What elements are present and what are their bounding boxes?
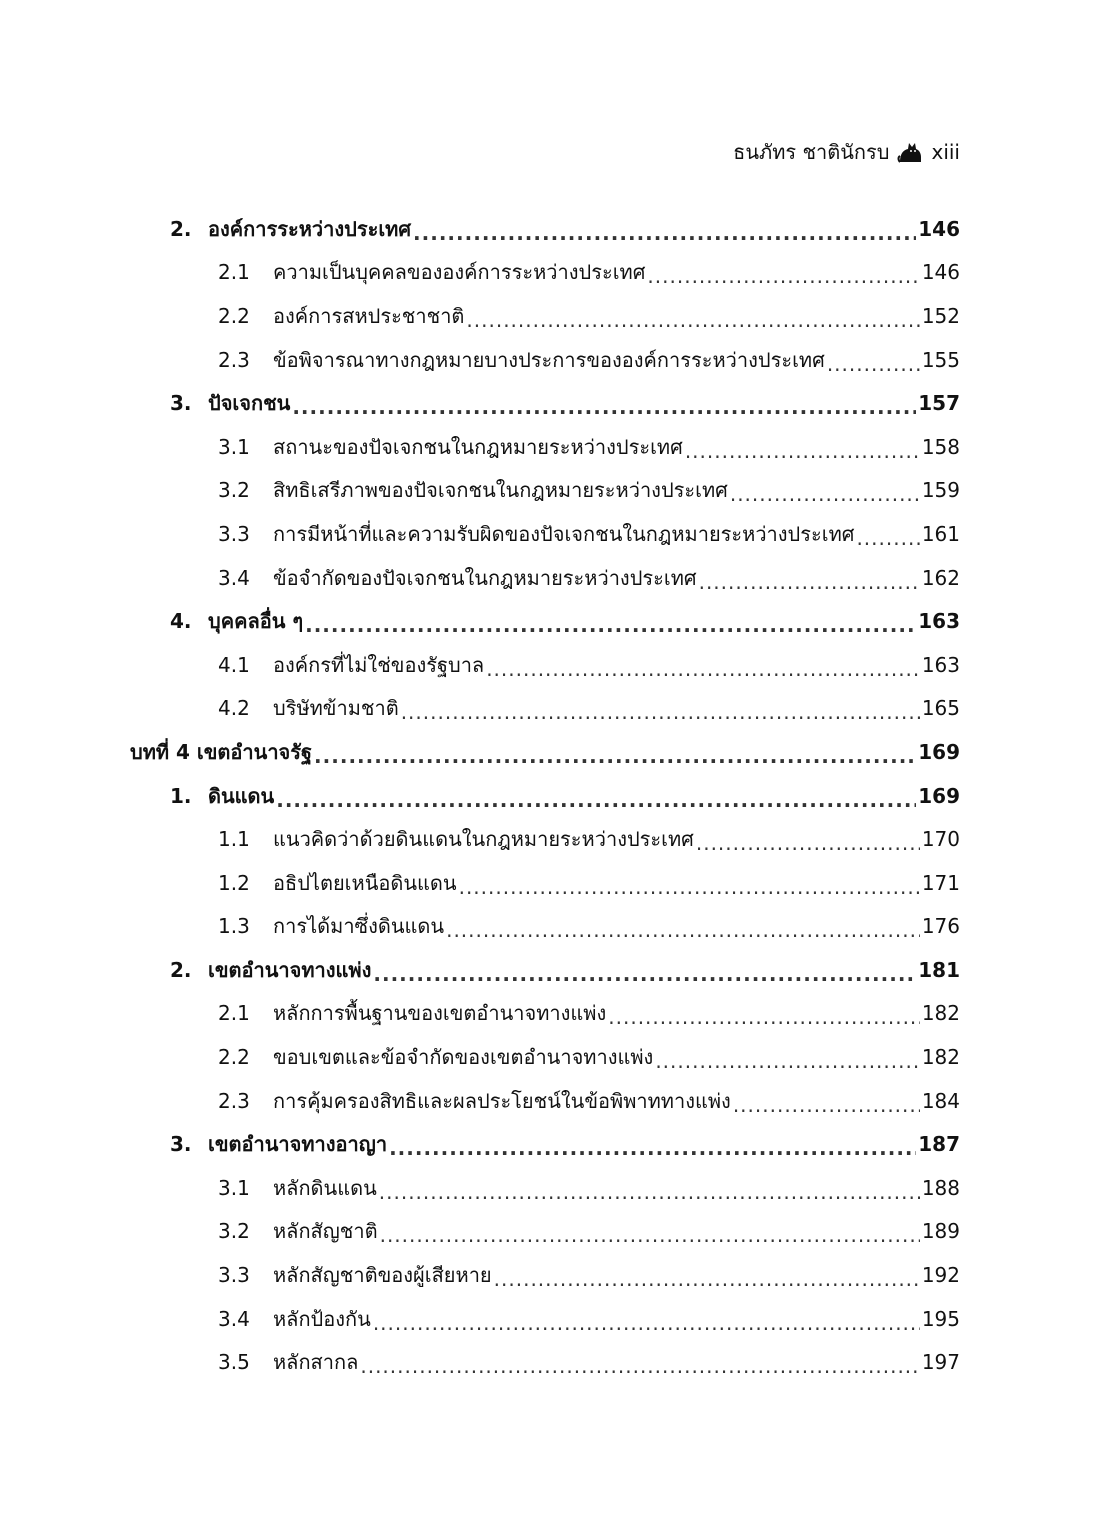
toc-entry-number: 1.3 (218, 914, 250, 939)
toc-entry-number: 2.1 (218, 1001, 250, 1026)
dot-leader (276, 788, 916, 812)
author-name: ธนภัทร ชาตินักรบ (733, 140, 890, 164)
toc-subsection-row[interactable] (130, 469, 960, 513)
toc-subsection-row[interactable] (130, 1253, 960, 1297)
toc-entry-title: ข้อจำกัดของปัจเจกชนในกฎหมายระหว่างประเทศ (273, 565, 697, 590)
toc-entry-number: 1.2 (218, 870, 250, 895)
toc-chapter-row[interactable] (130, 730, 960, 774)
toc-entry-page: 182 (921, 1001, 960, 1026)
toc-entry-page: 155 (921, 347, 960, 372)
toc-entry-title: แนวคิดว่าด้วยดินแดนในกฎหมายระหว่างประเทศ (273, 827, 694, 852)
dot-leader (379, 1180, 920, 1204)
dot-leader (827, 352, 920, 376)
dot-leader (494, 1267, 920, 1291)
toc-entry-number: 1.1 (218, 827, 250, 852)
toc-subsection-row[interactable] (130, 425, 960, 469)
toc-entry-title: การมีหน้าที่และความรับผิดของปัจเจกชนในกฎหมายระหว่างประเทศ (273, 521, 855, 546)
toc-entry-page: 157 (918, 391, 960, 416)
toc-entry-page: 165 (921, 696, 960, 721)
toc-entry-title: องค์การระหว่างประเทศ (208, 216, 412, 241)
toc-entry-title: องค์การสหประชาชาติ (273, 303, 465, 328)
dot-leader (373, 1311, 920, 1335)
toc-subsection-row[interactable] (130, 1297, 960, 1341)
toc-entry-title: ปัจเจกชน (208, 391, 291, 416)
toc-entry-page: 146 (921, 260, 960, 285)
toc-entry-title: เขตอำนาจทางอาญา (208, 1132, 388, 1157)
toc-entry-number: 4.1 (218, 652, 250, 677)
toc-entry-title: บทที่ 4 เขตอำนาจรัฐ (130, 739, 313, 764)
toc-entry-page: 162 (921, 565, 960, 590)
dot-leader (696, 831, 920, 855)
dot-leader (733, 1093, 920, 1117)
toc-entry-title: การได้มาซึ่งดินแดน (273, 914, 445, 939)
toc-entry-number: 3.3 (218, 521, 250, 546)
toc-entry-number: 1. (170, 783, 192, 808)
toc-entry-number: 4.2 (218, 696, 250, 721)
toc-entry-page: 189 (921, 1219, 960, 1244)
toc-subsection-row[interactable] (130, 294, 960, 338)
toc-entry-page: 195 (921, 1306, 960, 1331)
toc-subsection-row[interactable] (130, 251, 960, 295)
toc-subsection-row[interactable] (130, 905, 960, 949)
dot-leader (373, 962, 916, 986)
dot-leader (685, 439, 920, 463)
toc-entry-title: สิทธิเสรีภาพของปัจเจกชนในกฎหมายระหว่างประเทศ (273, 478, 728, 503)
toc-entry-page: 182 (921, 1045, 960, 1070)
toc-subsection-row[interactable] (130, 1035, 960, 1079)
toc-section-row[interactable] (130, 948, 960, 992)
toc-entry-title: ข้อพิจารณาทางกฎหมายบางประการขององค์การระหว่างประเทศ (273, 347, 825, 372)
dot-leader (446, 918, 920, 942)
toc-entry-title: หลักป้องกัน (273, 1306, 371, 1331)
toc-subsection-row[interactable] (130, 338, 960, 382)
dot-leader (380, 1223, 920, 1247)
dot-leader (486, 657, 920, 681)
toc-entry-page: 161 (921, 521, 960, 546)
toc-entry-title: การคุ้มครองสิทธิและผลประโยชน์ในข้อพิพาททางแพ่ง (273, 1088, 731, 1113)
toc-subsection-row[interactable] (130, 643, 960, 687)
toc-entry-number: 2.3 (218, 1088, 250, 1113)
toc-entry-page: 152 (921, 303, 960, 328)
toc-entry-page: 176 (921, 914, 960, 939)
toc-entry-page: 169 (918, 739, 960, 764)
toc-entry-title: หลักสัญชาติของผู้เสียหาย (273, 1263, 492, 1288)
toc-entry-title: องค์กรที่ไม่ใช่ของรัฐบาล (273, 652, 485, 677)
toc-entry-number: 3.3 (218, 1263, 250, 1288)
toc-entry-number: 2. (170, 957, 192, 982)
toc-entry-number: 2.2 (218, 303, 250, 328)
toc-entry-number: 2.2 (218, 1045, 250, 1070)
toc-subsection-row[interactable] (130, 687, 960, 731)
toc-entry-number: 4. (170, 609, 192, 634)
toc-entry-number: 3.1 (218, 1175, 250, 1200)
toc-entry-title: ดินแดน (208, 783, 275, 808)
toc-subsection-row[interactable] (130, 861, 960, 905)
toc-subsection-row[interactable] (130, 1340, 960, 1384)
toc-entry-page: 181 (918, 957, 960, 982)
toc-entry-number: 3.4 (218, 1306, 250, 1331)
toc-entry-page: 169 (918, 783, 960, 808)
toc-subsection-row[interactable] (130, 817, 960, 861)
toc-entry-title: หลักสัญชาติ (273, 1219, 378, 1244)
toc-entry-page: 197 (921, 1350, 960, 1375)
toc-section-row[interactable] (130, 207, 960, 251)
toc-entry-page: 187 (918, 1132, 960, 1157)
dot-leader (459, 875, 920, 899)
dot-leader (389, 1136, 916, 1160)
dot-leader (699, 570, 920, 594)
dot-leader (292, 395, 916, 419)
toc-subsection-row[interactable] (130, 556, 960, 600)
toc-entry-page: 163 (921, 652, 960, 677)
toc-entry-title: สถานะของปัจเจกชนในกฎหมายระหว่างประเทศ (273, 434, 683, 459)
toc-entry-number: 3.2 (218, 1219, 250, 1244)
toc-entry-number: 3.1 (218, 434, 250, 459)
toc-entry-page: 170 (921, 827, 960, 852)
dot-leader (466, 308, 919, 332)
dot-leader (305, 613, 916, 637)
toc-entry-title: ความเป็นบุคคลขององค์การระหว่างประเทศ (273, 260, 646, 285)
toc-subsection-row[interactable] (130, 512, 960, 556)
running-header (733, 136, 960, 168)
toc-entry-page: 163 (918, 609, 960, 634)
dot-leader (401, 700, 920, 724)
toc-entry-page: 146 (918, 216, 960, 241)
toc-subsection-row[interactable] (130, 1210, 960, 1254)
toc-subsection-row[interactable] (130, 1166, 960, 1210)
toc-entry-title: บริษัทข้ามชาติ (273, 696, 399, 721)
toc-entry-page: 159 (921, 478, 960, 503)
toc-section-row[interactable] (130, 1122, 960, 1166)
toc-entry-title: หลักสากล (273, 1350, 359, 1375)
toc-entry-number: 2.3 (218, 347, 250, 372)
toc-entry-number: 3. (170, 1132, 192, 1157)
toc-entry-title: หลักดินแดน (273, 1175, 377, 1200)
dot-leader (608, 1005, 920, 1029)
table-of-contents (130, 207, 960, 1384)
toc-entry-number: 2.1 (218, 260, 250, 285)
toc-entry-number: 3.4 (218, 565, 250, 590)
toc-entry-number: 3. (170, 391, 192, 416)
toc-subsection-row[interactable] (130, 1079, 960, 1123)
toc-entry-title: เขตอำนาจทางแพ่ง (208, 957, 372, 982)
toc-section-row[interactable] (130, 599, 960, 643)
dot-leader (360, 1354, 919, 1378)
dot-leader (730, 482, 920, 506)
toc-entry-number: 3.2 (218, 478, 250, 503)
toc-entry-page: 158 (921, 434, 960, 459)
toc-entry-page: 188 (921, 1175, 960, 1200)
dot-leader (647, 264, 919, 288)
toc-subsection-row[interactable] (130, 992, 960, 1036)
dot-leader (856, 526, 919, 550)
cat-icon (897, 140, 923, 164)
toc-entry-page: 184 (921, 1088, 960, 1113)
toc-entry-page: 192 (921, 1263, 960, 1288)
toc-entry-title: บุคคลอื่น ๆ (208, 609, 304, 634)
toc-entry-title: หลักการพื้นฐานของเขตอำนาจทางแพ่ง (273, 1001, 607, 1026)
toc-entry-number: 2. (170, 216, 192, 241)
toc-entry-title: ขอบเขตและข้อจำกัดของเขตอำนาจทางแพ่ง (273, 1045, 654, 1070)
toc-section-row[interactable] (130, 381, 960, 425)
page-number: xiii (931, 140, 960, 164)
toc-entry-number: 3.5 (218, 1350, 250, 1375)
toc-section-row[interactable] (130, 774, 960, 818)
dot-leader (655, 1049, 919, 1073)
dot-leader (314, 744, 916, 768)
toc-entry-page: 171 (921, 870, 960, 895)
toc-entry-title: อธิปไตยเหนือดินแดน (273, 870, 457, 895)
dot-leader (413, 221, 916, 245)
